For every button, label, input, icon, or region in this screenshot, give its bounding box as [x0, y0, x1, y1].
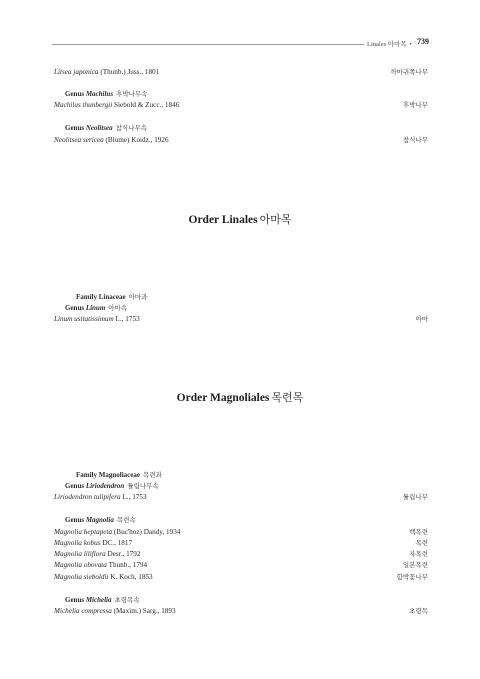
species-korean: 일본목련	[402, 562, 428, 569]
genus-label: Genus	[65, 304, 85, 312]
species-row	[54, 314, 428, 325]
species-korean: 튤립나무	[402, 494, 428, 501]
order-korean: 목련목	[271, 392, 304, 404]
genus-korean: 목련속	[116, 517, 136, 524]
species-row	[54, 538, 428, 549]
genus-korean: 참식나무속	[115, 125, 148, 132]
species-row	[54, 492, 428, 503]
genus-name: Machilus	[85, 90, 114, 98]
genus-korean: 튤립나무속	[127, 483, 159, 490]
order-heading-linales	[0, 211, 480, 227]
species-korean: 아마	[415, 316, 428, 323]
species-author: (Buc'hoz) Dandy, 1934	[113, 528, 181, 536]
species-name	[54, 314, 140, 325]
running-head-text: Linales 아마목	[367, 41, 407, 48]
genus-label: Genus	[65, 516, 85, 524]
species-row	[54, 135, 428, 146]
genus-heading-machilus	[65, 89, 147, 100]
species-name	[54, 527, 180, 538]
species-row	[54, 572, 428, 583]
species-author: DC., 1817	[102, 539, 133, 547]
genus-korean: 초령목속	[114, 597, 140, 604]
species-author: L., 1753	[122, 493, 147, 501]
species-binomial: Magnolia liliflora	[54, 550, 106, 558]
species-author: (Blume) Koidz., 1926	[105, 136, 169, 144]
genus-name: Michelia	[85, 596, 112, 604]
genus-heading-linum	[65, 303, 127, 314]
genus-name: Magnolia	[85, 516, 114, 524]
species-korean: 함박꽃나무	[396, 574, 428, 581]
species-korean: 초령목	[409, 608, 428, 615]
species-korean: 후박나무	[402, 102, 428, 109]
genus-label: Genus	[65, 90, 85, 98]
species-binomial: Magnolia kobus	[54, 539, 101, 547]
species-author: (Thunb.) Juss., 1801	[100, 68, 160, 76]
family-label: Family Linaceae	[76, 293, 126, 301]
order-label: Order Magnoliales	[176, 392, 270, 404]
species-author: K. Koch, 1853	[110, 573, 153, 581]
species-author: Thunb., 1794	[108, 561, 148, 569]
species-name	[54, 538, 132, 549]
family-label: Family Magnoliaceae	[76, 471, 140, 479]
header-bullet: •	[409, 41, 412, 48]
species-row	[54, 549, 428, 560]
species-binomial: Magnolia obovata	[54, 561, 107, 569]
genus-korean: 아마속	[108, 305, 128, 312]
species-name	[54, 549, 140, 560]
species-binomial: Neolitsea sericea	[54, 136, 104, 144]
order-heading-magnoliales	[0, 389, 480, 405]
species-binomial: Machilus thunbergii	[54, 101, 113, 109]
species-name	[54, 135, 169, 146]
genus-name: Linum	[85, 304, 106, 312]
genus-heading-magnolia	[65, 515, 136, 526]
species-binomial: Liriodendron tulipifera	[54, 493, 121, 501]
page-number: 739	[417, 37, 429, 46]
family-korean: 목련과	[142, 472, 162, 479]
species-name	[54, 100, 179, 111]
species-row	[54, 100, 428, 111]
genus-heading-liriodendron	[65, 481, 159, 492]
species-name	[54, 492, 147, 503]
family-heading-magnoliaceae	[76, 470, 162, 481]
genus-name: Liriodendron	[85, 482, 125, 490]
species-name	[54, 560, 147, 571]
species-binomial: Litsea japonica	[54, 68, 99, 76]
species-korean: 목련	[415, 540, 428, 547]
order-label: Order Linales	[188, 214, 258, 226]
species-row	[54, 560, 428, 571]
species-row	[54, 606, 428, 617]
species-name	[54, 606, 176, 617]
species-binomial: Magnolia sieboldii	[54, 573, 109, 581]
species-binomial: Linum usitatissimum	[54, 315, 114, 323]
genus-label: Genus	[65, 596, 85, 604]
species-binomial: Magnolia heptapeta	[54, 528, 113, 536]
species-author: L., 1753	[115, 315, 140, 323]
species-binomial: Michelia compressa	[54, 607, 112, 615]
species-author: (Maxim.) Sarg., 1893	[113, 607, 176, 615]
order-korean: 아마목	[259, 214, 292, 226]
species-row	[54, 67, 428, 78]
species-korean: 까마귀쪽나무	[390, 69, 428, 76]
genus-label: Genus	[65, 482, 85, 490]
species-name	[54, 572, 153, 583]
family-korean: 아마과	[128, 294, 148, 301]
species-korean: 참식나무	[402, 137, 428, 144]
genus-heading-neolitsea	[65, 123, 147, 134]
family-heading-linaceae	[76, 292, 147, 303]
species-korean: 자목련	[409, 551, 428, 558]
header-rule	[52, 44, 364, 45]
genus-heading-michelia	[65, 595, 140, 606]
species-row	[54, 527, 428, 538]
running-head	[367, 39, 415, 48]
genus-name: Neolitsea	[85, 124, 113, 132]
genus-label: Genus	[65, 124, 85, 132]
species-author: Siebold & Zucc., 1846	[114, 101, 180, 109]
species-author: Desr., 1792	[107, 550, 141, 558]
species-name	[54, 67, 159, 78]
species-korean: 백목련	[409, 529, 428, 536]
genus-korean: 후박나무속	[116, 91, 148, 98]
